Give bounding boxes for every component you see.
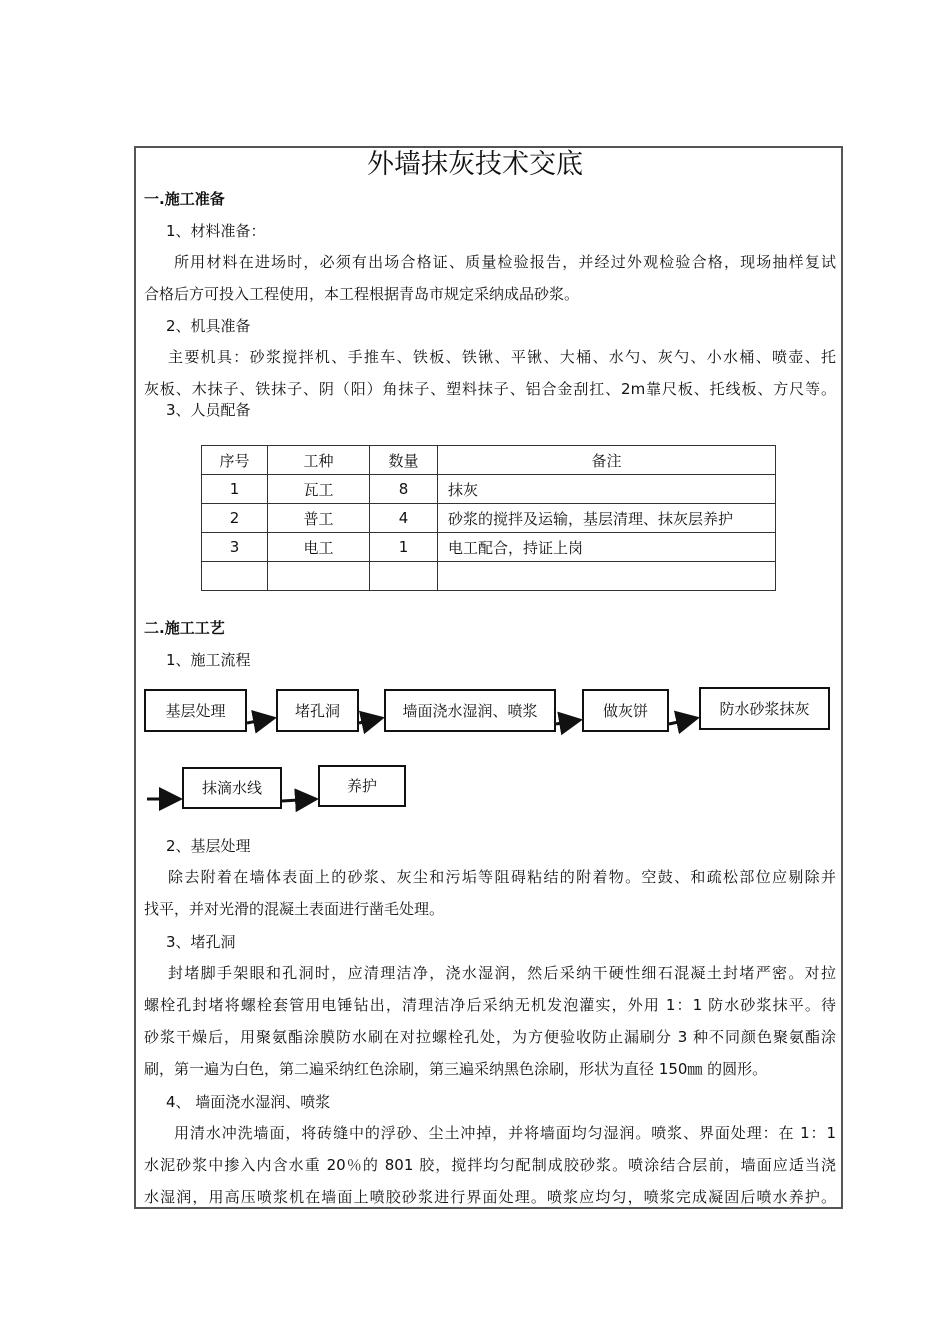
section-2-heading: 二.施工工艺 bbox=[144, 619, 225, 637]
holes-heading: 3、堵孔洞 bbox=[166, 933, 236, 951]
table-header-cell: 数量 bbox=[370, 446, 438, 475]
wetting-line-2: 水泥砂浆中掺入内含水重 20％的 801 胶，搅拌均匀配制成胶砂浆。喷涂结合层前，墙面应适当浇 bbox=[144, 1156, 836, 1174]
table-cell: 8 bbox=[370, 475, 438, 504]
holes-paragraph bbox=[144, 957, 836, 1085]
table-cell: 1 bbox=[202, 475, 268, 504]
table-row bbox=[202, 504, 776, 533]
wetting-heading: 4、 墙面浇水湿润、喷浆 bbox=[166, 1093, 331, 1111]
flow-step-wet-and-spray: 墙面浇水湿润、喷浆 bbox=[384, 689, 556, 732]
table-header-row bbox=[202, 446, 776, 475]
table-cell: 1 bbox=[370, 533, 438, 562]
table-cell: 电工 bbox=[268, 533, 370, 562]
flow-step-base-treatment: 基层处理 bbox=[144, 689, 247, 732]
flow-step-plug-holes: 堵孔洞 bbox=[276, 689, 359, 732]
table-cell bbox=[202, 562, 268, 591]
staff-heading: 3、人员配备 bbox=[166, 401, 251, 419]
holes-line-4: 刷，第一遍为白色，第二遍采纳红色涂刷，第三遍采纳黑色涂刷，形状为直径 150㎜ 的圆形。 bbox=[144, 1060, 768, 1078]
machines-heading: 2、机具准备 bbox=[166, 317, 251, 335]
table-cell: 抹灰 bbox=[438, 475, 776, 504]
base-paragraph bbox=[144, 861, 836, 925]
flow-step-plaster-cakes: 做灰饼 bbox=[582, 689, 669, 732]
table-header-cell: 工种 bbox=[268, 446, 370, 475]
document-title: 外墙抹灰技术交底 bbox=[367, 149, 583, 180]
table-row bbox=[202, 475, 776, 504]
table-cell: 砂浆的搅拌及运输，基层清理、抹灰层养护 bbox=[438, 504, 776, 533]
table-header-cell: 备注 bbox=[438, 446, 776, 475]
table-cell bbox=[370, 562, 438, 591]
staff-table bbox=[201, 445, 776, 591]
flow-step-drip-line: 抹滴水线 bbox=[182, 767, 282, 809]
holes-line-3: 砂浆干燥后，用聚氨酯涂膜防水刷在对拉螺栓孔处，为方便验收防止漏刷分 3 种不同颜色聚氨酯涂 bbox=[144, 1028, 836, 1046]
section-1-heading: 一.施工准备 bbox=[144, 190, 225, 208]
wetting-line-3: 水湿润，用高压喷浆机在墙面上喷胶砂浆进行界面处理。喷浆应均匀，喷浆完成凝固后喷水养护。 bbox=[144, 1188, 836, 1206]
flow-heading: 1、施工流程 bbox=[166, 651, 251, 669]
table-cell: 3 bbox=[202, 533, 268, 562]
machines-line-2: 灰板、木抹子、铁抹子、阴（阳）角抹子、塑料抹子、铝合金刮扛、2m靠尺板、托线板、方尺等。 bbox=[144, 380, 836, 398]
base-line-2: 找平，并对光滑的混凝土表面进行凿毛处理。 bbox=[144, 900, 445, 918]
table-cell: 4 bbox=[370, 504, 438, 533]
base-line-1: 除去附着在墙体表面上的砂浆、灰尘和污垢等阻碍粘结的附着物。空鼓、和疏松部位应剔除并 bbox=[168, 868, 836, 886]
wetting-paragraph bbox=[144, 1117, 836, 1213]
machines-paragraph bbox=[144, 341, 836, 405]
flow-step-waterproof-plaster: 防水砂浆抹灰 bbox=[699, 687, 830, 730]
wetting-line-1: 用清水冲洗墙面，将砖缝中的浮砂、尘土冲掉，并将墙面均匀湿润。喷浆、界面处理：在 1：1 bbox=[174, 1124, 836, 1142]
table-cell: 2 bbox=[202, 504, 268, 533]
machines-line-1: 主要机具：砂浆搅拌机、手推车、铁板、铁锹、平锹、大桶、水勺、灰勺、小水桶、喷壶、托 bbox=[168, 348, 836, 366]
flow-step-curing: 养护 bbox=[318, 765, 406, 807]
materials-paragraph bbox=[144, 246, 836, 310]
materials-heading: 1、材料准备： bbox=[166, 222, 266, 240]
table-cell: 瓦工 bbox=[268, 475, 370, 504]
base-heading: 2、基层处理 bbox=[166, 837, 251, 855]
table-row bbox=[202, 562, 776, 591]
materials-line-2: 合格后方可投入工程使用，本工程根据青岛市规定采纳成品砂浆。 bbox=[144, 285, 580, 303]
table-header-cell: 序号 bbox=[202, 446, 268, 475]
holes-line-1: 封堵脚手架眼和孔洞时，应清理洁净，浇水湿润，然后采纳干硬性细石混凝土封堵严密。对拉 bbox=[168, 964, 836, 982]
materials-line-1: 所用材料在进场时，必须有出场合格证、质量检验报告，并经过外观检验合格，现场抽样复试 bbox=[174, 253, 836, 271]
table-cell bbox=[438, 562, 776, 591]
table-row bbox=[202, 533, 776, 562]
holes-line-2: 螺栓孔封堵将螺栓套管用电锤钻出，清理洁净后采纳无机发泡灌实，外用 1：1 防水砂浆抹平。待 bbox=[144, 996, 836, 1014]
table-cell: 普工 bbox=[268, 504, 370, 533]
table-cell: 电工配合，持证上岗 bbox=[438, 533, 776, 562]
table-cell bbox=[268, 562, 370, 591]
